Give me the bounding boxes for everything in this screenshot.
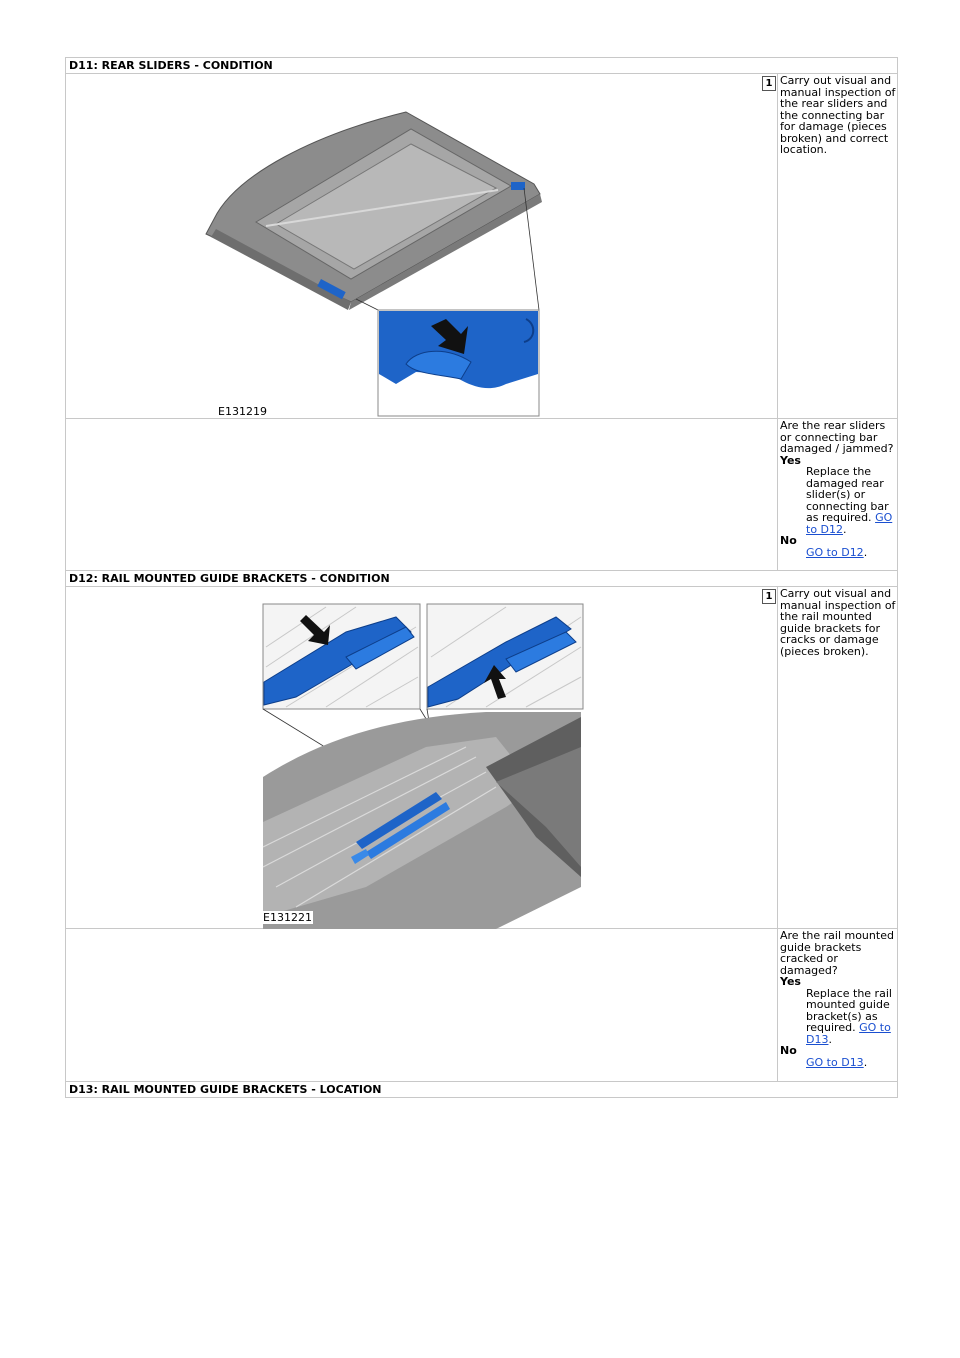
section-header-d13: D13: RAIL MOUNTED GUIDE BRACKETS - LOCATION (66, 1082, 898, 1098)
step-number-badge: 1 (762, 76, 776, 91)
figure-label-d11: E131219 (218, 405, 267, 418)
no-label: No (780, 534, 797, 547)
figure-label-d12: E131221 (263, 911, 312, 924)
blank-cell-d12 (66, 929, 778, 1082)
step-number-badge: 1 (762, 589, 776, 604)
go-to-d13-link[interactable]: GO to D13 (806, 1021, 891, 1046)
figure-cell-d11 (66, 74, 778, 419)
blank-cell-d11 (66, 419, 778, 571)
no-label: No (780, 1044, 797, 1057)
rear-sliders-figure (66, 74, 778, 419)
step-instruction: Carry out visual and manual inspection of the rail mounted guide brackets for cracks or damage (pieces broken). (780, 587, 896, 658)
section-header-d12: D12: RAIL MOUNTED GUIDE BRACKETS - CONDITION (66, 571, 898, 587)
guide-brackets-figure (66, 587, 778, 929)
yes-label: Yes (780, 453, 801, 467)
go-to-d12-link-no[interactable]: GO to D12 (806, 545, 864, 559)
question-text: Are the rear sliders or connecting bar damaged / jammed? (780, 419, 894, 455)
step-text-d12 (778, 587, 898, 929)
procedure-table (65, 57, 898, 1098)
go-to-d12-link[interactable]: GO to D12 (806, 511, 893, 536)
question-cell-d11: Are the rear sliders or connecting bar damaged / jammed? Yes Replace the damaged rear slider(s) or connecting bar as required. GO to D12. No GO to D12. (778, 419, 898, 571)
step-text-d11 (778, 74, 898, 419)
section-header-d11: D11: REAR SLIDERS - CONDITION (66, 58, 898, 74)
yes-label: Yes (780, 975, 801, 988)
yes-action-text: Replace the damaged rear slider(s) or connecting bar as required. (806, 465, 889, 524)
question-text: Are the rail mounted guide brackets cracked or damaged? (780, 929, 894, 977)
step-instruction: Carry out visual and manual inspection of the rear sliders and the connecting bar for damage (pieces broken) and correct location. (780, 74, 896, 156)
yes-action-text: Replace the rail mounted guide bracket(s) as required. (806, 986, 892, 1034)
question-cell-d12: Are the rail mounted guide brackets cracked or damaged? Yes Replace the rail mounted guide bracket(s) as required. GO to D13. No GO to D13. (778, 929, 898, 1082)
go-to-d13-link-no[interactable]: GO to D13 (806, 1055, 864, 1069)
figure-cell-d12 (66, 587, 778, 929)
